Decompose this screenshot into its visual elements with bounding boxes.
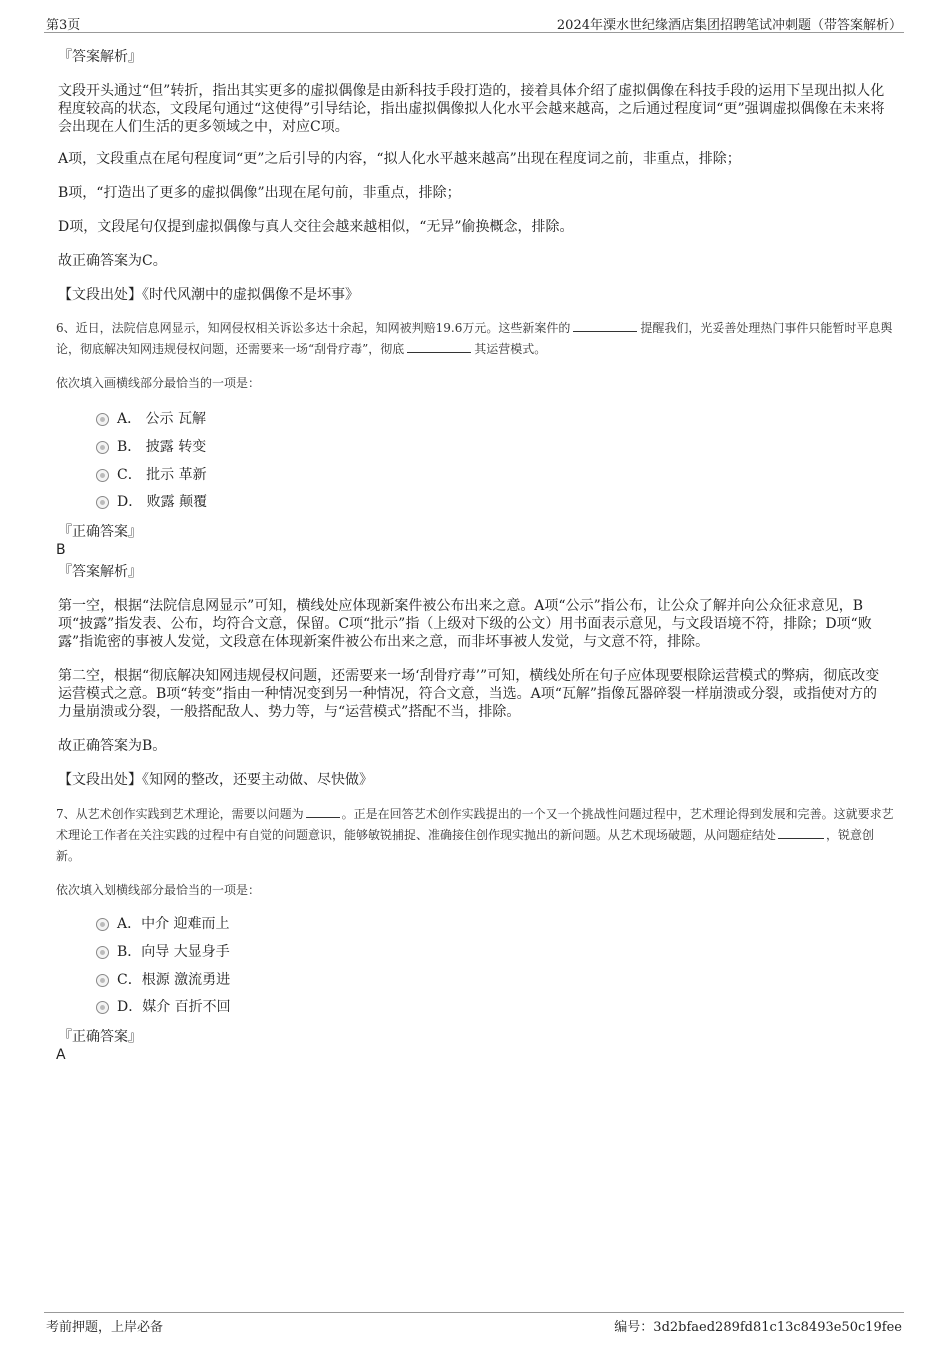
radio-icon[interactable] (96, 1001, 109, 1014)
q5-analysis-paragraph: 文段开头通过“但”转折，指出其实更多的虚拟偶像是由新科技手段打造的，接着具体介绍了虚拟偶像在科技手段的运用下呈现出拟人化程度较高的状态，文段尾句通过“这使得”引导结论，指出虚拟偶像拟人化水平会越来越高，之后通过程度词“更”强调虚拟偶像在未来将会出现在人们生活的更多领域之中，对应C项。 (58, 83, 885, 135)
q6-conclusion: 故正确答案为B。 (58, 738, 167, 754)
radio-icon[interactable] (96, 469, 109, 482)
document-title: 2024年溧水世纪缘酒店集团招聘笔试冲刺题（带答案解析） (556, 18, 902, 33)
page-header (44, 12, 904, 33)
q7-blank-2 (778, 826, 824, 839)
q7-stem: 7、从艺术创作实践到艺术理论，需要以问题为 。正是在回答艺术创作实践提出的一个又一个挑战性问题过程中，艺术理论得到发展和完善。这就要求艺术理论工作者在关注实践的过程中有自觉的问题意识，能够敏锐捕捉、准确接住创作现实抛出的新问题。从艺术现场破题，从问题症结处 ，锐意创新。 (56, 807, 894, 863)
q6-stem: 6、近日，法院信息网显示，知网侵权相关诉讼多达十余起，知网被判赔19.6万元。这些新案件的 提醒我们，光妥善处理热门事件只能暂时平息舆论，彻底解决知网违规侵权问题，还需要来一场“刮骨疗毒”，彻底 其运营模式。 (56, 321, 893, 356)
q6-analysis-paragraph-2: 第二空，根据“彻底解决知网违规侵权问题，还需要来一场‘刮骨疗毒’”可知，横线处所在句子应体现要根除运营模式的弊病，彻底改变运营模式之意。B项“转变”指由一种情况变到另一种情况，符合文意，当选。A项“瓦解”指像瓦器碎裂一样崩溃或分裂，或指使对方的力量崩溃或分裂，一般搭配敌人、势力等，与“运营模式”搭配不当，排除。 (58, 668, 880, 720)
q5-option-d-analysis: D项，文段尾句仅提到虚拟偶像与真人交往会越来越相似，“无异”偷换概念，排除。 (58, 219, 574, 235)
q6-analysis-title: 『答案解析』 (58, 564, 142, 580)
radio-icon[interactable] (96, 441, 109, 454)
q5-source: 【文段出处】《时代风潮中的虚拟偶像不是坏事》 (58, 287, 359, 303)
q6-answer: B (56, 542, 66, 558)
page-footer (44, 1312, 904, 1337)
q5-analysis-title: 『答案解析』 (58, 49, 142, 65)
radio-icon[interactable] (96, 496, 109, 509)
q6-analysis-paragraph-1: 第一空，根据“法院信息网显示”可知，横线处应体现新案件被公布出来之意。A项“公示”指公布，让公众了解并向公众征求意见，B项“披露”指发表、公布，均符合文意，保留。C项“批示”指（上级对下级的公文）用书面表示意见，与文段语境不符，排除；D项“败露”指诡密的事被人发觉，文段意在体现新案件被公布出来之意，而非坏事被人发觉，与文意不符，排除。 (58, 598, 872, 650)
q5-conclusion: 故正确答案为C。 (58, 253, 167, 269)
page-number: 第3页 (46, 18, 81, 33)
radio-icon[interactable] (96, 918, 109, 931)
q6-answer-title: 『正确答案』 (58, 524, 142, 540)
radio-icon[interactable] (96, 974, 109, 987)
q6-prompt: 依次填入画横线部分最恰当的一项是： (56, 376, 261, 390)
q7-answer-title: 『正确答案』 (58, 1029, 142, 1045)
q6-blank-1 (573, 319, 637, 332)
q7-answer: A (56, 1047, 66, 1063)
q7-blank-1 (306, 805, 340, 818)
q7-prompt: 依次填入划横线部分最恰当的一项是： (56, 883, 261, 897)
q6-blank-2 (407, 340, 471, 353)
footer-document-id: 编号：3d2bfaed289fd81c13c8493e50c19fee (614, 1320, 902, 1335)
radio-icon[interactable] (96, 946, 109, 959)
q6-source: 【文段出处】《知网的整改，还要主动做、尽快做》 (58, 772, 373, 788)
radio-icon[interactable] (96, 413, 109, 426)
q5-option-b-analysis: B项，“打造出了更多的虚拟偶像”出现在尾句前，非重点，排除； (58, 185, 461, 201)
q5-option-a-analysis: A项，文段重点在尾句程度词“更”之后引导的内容，“拟人化水平越来越高”出现在程度词之前，非重点，排除； (58, 151, 741, 167)
footer-slogan: 考前押题，上岸必备 (46, 1320, 164, 1335)
